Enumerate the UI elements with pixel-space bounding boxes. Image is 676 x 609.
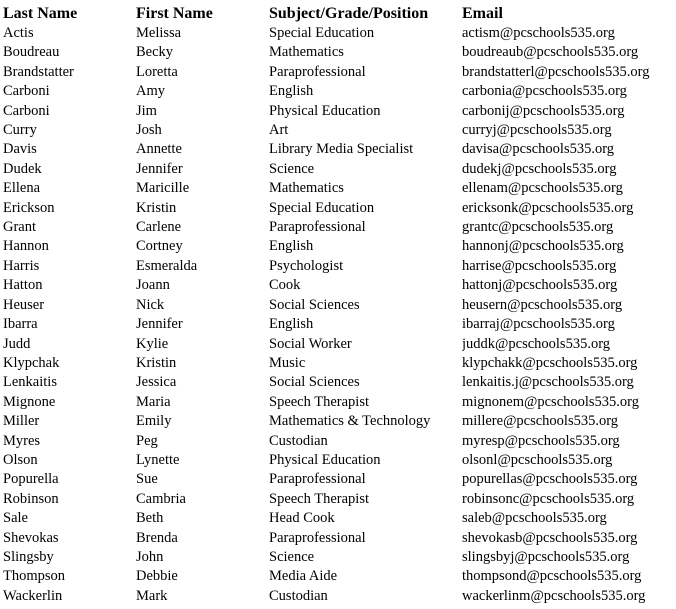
first-name-cell: Beth: [136, 510, 164, 527]
subject-cell: English: [269, 238, 314, 255]
subject-cell: Social Sciences: [269, 296, 360, 313]
last-name-cell: Slingsby: [3, 548, 54, 565]
email-cell: carbonia@pcschools535.org: [462, 83, 627, 100]
first-name-cell: Josh: [136, 122, 162, 139]
first-name-cell: Lynette: [136, 451, 180, 468]
last-name-cell: Hatton: [3, 277, 43, 294]
last-name-cell: Curry: [3, 122, 37, 139]
subject-cell: Science: [269, 160, 315, 177]
table-row: [3, 470, 673, 489]
email-cell: boudreaub@pcschools535.org: [462, 44, 639, 61]
email-cell: slingsbyj@pcschools535.org: [462, 548, 630, 565]
table-row: [3, 199, 673, 218]
last-name-cell: Ellena: [3, 180, 41, 197]
subject-cell: Head Cook: [269, 510, 335, 527]
last-name-cell: Dudek: [3, 160, 42, 177]
first-name-cell: Mark: [136, 587, 168, 604]
email-cell: carbonij@pcschools535.org: [462, 102, 625, 119]
last-name-cell: Grant: [3, 219, 37, 236]
subject-cell: Physical Education: [269, 451, 381, 468]
last-name-cell: Lenkaitis: [3, 374, 57, 391]
first-name-cell: Kristin: [136, 199, 177, 216]
last-name-cell: Sale: [3, 510, 28, 527]
last-name-cell: Boudreau: [3, 44, 60, 61]
first-name-cell: Kristin: [136, 354, 177, 371]
subject-cell: Paraprofessional: [269, 471, 366, 488]
email-cell: brandstatterl@pcschools535.org: [462, 63, 650, 80]
table-row: [3, 509, 673, 528]
first-name-cell: Jim: [136, 102, 157, 119]
first-name-cell: Emily: [136, 413, 172, 430]
email-cell: actism@pcschools535.org: [462, 25, 615, 41]
last-name-cell: Actis: [3, 25, 34, 41]
email-cell: lenkaitis.j@pcschools535.org: [462, 374, 634, 391]
last-name-cell: Thompson: [3, 568, 66, 585]
last-name-cell: Judd: [3, 335, 31, 352]
subject-cell: Cook: [269, 277, 301, 294]
first-name-cell: Kylie: [136, 335, 169, 352]
last-name-cell: Wackerlin: [3, 587, 63, 604]
email-cell: grantc@pcschools535.org: [462, 219, 614, 236]
email-cell: robinsonc@pcschools535.org: [462, 490, 635, 507]
header-email: Email: [462, 5, 503, 22]
email-cell: thompsond@pcschools535.org: [462, 568, 642, 585]
first-name-cell: Maria: [136, 393, 171, 410]
table-row: [3, 276, 673, 295]
first-name-cell: Peg: [136, 432, 158, 449]
subject-cell: Social Sciences: [269, 374, 360, 391]
last-name-cell: Heuser: [3, 296, 45, 313]
last-name-cell: Olson: [3, 451, 38, 468]
table-row: [3, 490, 673, 509]
subject-cell: Special Education: [269, 199, 375, 216]
subject-cell: Speech Therapist: [269, 490, 369, 507]
email-cell: curryj@pcschools535.org: [462, 122, 612, 139]
subject-cell: Custodian: [269, 432, 328, 449]
email-cell: heusern@pcschools535.org: [462, 296, 623, 313]
last-name-cell: Davis: [3, 141, 37, 158]
last-name-cell: Popurella: [3, 471, 59, 488]
email-cell: juddk@pcschools535.org: [462, 335, 611, 352]
first-name-cell: Carlene: [136, 219, 182, 236]
email-cell: popurellas@pcschools535.org: [462, 471, 638, 488]
header-first-name: First Name: [136, 5, 213, 22]
subject-cell: Library Media Specialist: [269, 141, 414, 158]
last-name-cell: Robinson: [3, 490, 59, 507]
table-row: [3, 24, 673, 43]
last-name-cell: Erickson: [3, 199, 55, 216]
table-row: [3, 237, 673, 256]
table-row: [3, 43, 673, 62]
subject-cell: Media Aide: [269, 568, 338, 585]
email-cell: harrise@pcschools535.org: [462, 257, 617, 274]
table-row: [3, 373, 673, 392]
subject-cell: Mathematics & Technology: [269, 413, 431, 430]
subject-cell: Social Worker: [269, 335, 352, 352]
first-name-cell: Becky: [136, 44, 174, 61]
subject-cell: Speech Therapist: [269, 393, 369, 410]
last-name-cell: Hannon: [3, 238, 49, 255]
table-row: [3, 179, 673, 198]
staff-table-body: [3, 24, 673, 606]
header-subject-grade-position: Subject/Grade/Position: [269, 5, 429, 22]
table-row: [3, 218, 673, 237]
subject-cell: Paraprofessional: [269, 63, 366, 80]
table-row: [3, 354, 673, 373]
table-row: [3, 587, 673, 606]
email-cell: millere@pcschools535.org: [462, 413, 619, 430]
last-name-cell: Ibarra: [3, 316, 38, 333]
email-cell: dudekj@pcschools535.org: [462, 160, 617, 177]
email-cell: saleb@pcschools535.org: [462, 510, 607, 527]
table-row: [3, 432, 673, 451]
email-cell: davisa@pcschools535.org: [462, 141, 615, 158]
subject-cell: Special Education: [269, 25, 375, 41]
table-row: [3, 335, 673, 354]
email-cell: ibarraj@pcschools535.org: [462, 316, 615, 333]
table-row: [3, 102, 673, 121]
subject-cell: English: [269, 83, 314, 100]
table-row: [3, 296, 673, 315]
email-cell: ellenam@pcschools535.org: [462, 180, 623, 197]
table-row: [3, 529, 673, 548]
last-name-cell: Klypchak: [3, 354, 60, 371]
subject-cell: Paraprofessional: [269, 529, 366, 546]
subject-cell: Physical Education: [269, 102, 381, 119]
email-cell: hannonj@pcschools535.org: [462, 238, 624, 255]
subject-cell: Music: [269, 354, 306, 371]
table-row: [3, 257, 673, 276]
table-row: [3, 412, 673, 431]
first-name-cell: Jessica: [136, 374, 177, 391]
email-cell: hattonj@pcschools535.org: [462, 277, 618, 294]
header-last-name: Last Name: [3, 5, 78, 22]
first-name-cell: John: [136, 548, 164, 565]
subject-cell: Mathematics: [269, 180, 344, 197]
table-row: [3, 121, 673, 140]
email-cell: myresp@pcschools535.org: [462, 432, 620, 449]
first-name-cell: Sue: [136, 471, 158, 488]
subject-cell: Art: [269, 122, 289, 139]
first-name-cell: Jennifer: [136, 160, 183, 177]
table-row: [3, 82, 673, 101]
email-cell: shevokasb@pcschools535.org: [462, 529, 638, 546]
table-row: [3, 451, 673, 470]
first-name-cell: Annette: [136, 141, 182, 158]
table-row: [3, 315, 673, 334]
email-cell: ericksonk@pcschools535.org: [462, 199, 634, 216]
last-name-cell: Brandstatter: [3, 63, 74, 80]
last-name-cell: Myres: [3, 432, 41, 449]
last-name-cell: Shevokas: [3, 529, 59, 546]
table-row: [3, 548, 673, 567]
email-cell: wackerlinm@pcschools535.org: [462, 587, 646, 604]
last-name-cell: Miller: [3, 413, 40, 430]
subject-cell: Custodian: [269, 587, 328, 604]
header-row: [3, 3, 673, 24]
table-row: [3, 63, 673, 82]
subject-cell: English: [269, 316, 314, 333]
staff-directory-table: [3, 3, 673, 606]
first-name-cell: Nick: [136, 296, 165, 313]
first-name-cell: Loretta: [136, 63, 178, 80]
table-row: [3, 140, 673, 159]
subject-cell: Science: [269, 548, 315, 565]
first-name-cell: Joann: [136, 277, 170, 294]
first-name-cell: Cambria: [136, 490, 186, 507]
subject-cell: Mathematics: [269, 44, 344, 61]
email-cell: klypchakk@pcschools535.org: [462, 354, 638, 371]
subject-cell: Paraprofessional: [269, 219, 366, 236]
first-name-cell: Cortney: [136, 238, 183, 255]
first-name-cell: Amy: [136, 83, 165, 100]
first-name-cell: Esmeralda: [136, 257, 198, 274]
table-row: [3, 393, 673, 412]
last-name-cell: Carboni: [3, 83, 50, 100]
last-name-cell: Harris: [3, 257, 40, 274]
email-cell: olsonl@pcschools535.org: [462, 451, 613, 468]
table-row: [3, 567, 673, 586]
last-name-cell: Carboni: [3, 102, 50, 119]
first-name-cell: Jennifer: [136, 316, 183, 333]
first-name-cell: Debbie: [136, 568, 178, 585]
last-name-cell: Mignone: [3, 393, 56, 410]
first-name-cell: Melissa: [136, 25, 182, 41]
subject-cell: Psychologist: [269, 257, 344, 274]
first-name-cell: Maricille: [136, 180, 190, 197]
email-cell: mignonem@pcschools535.org: [462, 393, 640, 410]
first-name-cell: Brenda: [136, 529, 178, 546]
table-row: [3, 160, 673, 179]
